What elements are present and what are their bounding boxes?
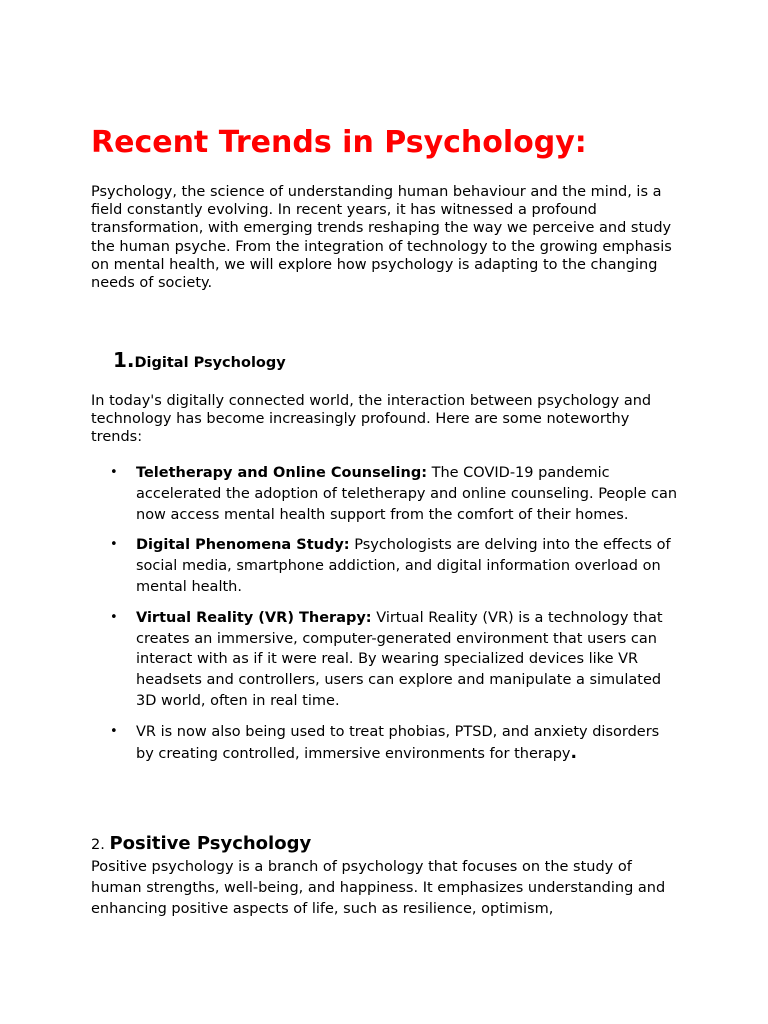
section-number: 2. (91, 837, 110, 853)
digital-trends-list (91, 463, 681, 774)
digital-intro-paragraph: In today's digitally connected world, the interaction between psychology and technology has become increasingly profound. Here are some noteworthy trends: (91, 393, 652, 446)
section-title: Digital Psychology (134, 355, 286, 371)
list-item-text: Virtual Reality (VR) is a technology that creates an immersive, computer-generated environment that users can interact with as if it were real. By wearing specialized devices like VR headsets and controllers, users can explore and manipulate a simulated 3D world, often in real time. (136, 609, 663, 709)
list-item-text: VR is now also being used to treat phobias, PTSD, and anxiety disorders by creating controlled, immersive environments for therapy (136, 723, 660, 762)
list-item (91, 608, 681, 712)
bullet-icon: • (110, 537, 118, 553)
list-item-label: Teletherapy and Online Counseling: (136, 465, 427, 481)
section-title: Positive Psychology (109, 833, 312, 854)
list-item-label: Digital Phenomena Study: (136, 537, 350, 554)
list-item (91, 722, 681, 765)
positive-psychology-paragraph: Positive psychology is a branch of psychology that focuses on the study of human strengths, well-being, and happiness. It emphasizes understanding and enhancing positive aspects of life, such as resilience, optimism, (91, 859, 666, 917)
bullet-icon: • (110, 609, 118, 625)
bullet-icon: • (110, 723, 118, 739)
intro-paragraph: Psychology, the science of understanding human behaviour and the mind, is a field constantly evolving. In recent years, it has witnessed a profound transformation, with emerging trends reshaping the way we perceive and study the human psyche. From the integration of technology to the growing emphasis on mental health, we will explore how psychology is adapting to the changing needs of society. (91, 184, 672, 292)
section-heading-positive-psychology (91, 827, 311, 855)
list-item (91, 463, 681, 525)
section-number: 1. (113, 348, 135, 372)
list-item-label: Virtual Reality (VR) Therapy: (136, 609, 372, 626)
list-item-end-mark: . (570, 742, 577, 763)
list-item-text: Psychologists are delving into the effects of social media, smartphone addiction, and digital information overload on mental health. (136, 537, 671, 595)
list-item-text: The COVID-19 pandemic accelerated the adoption of teletherapy and online counseling. People can now access mental health support from the comfort of their homes. (136, 465, 678, 523)
bullet-icon: • (110, 465, 118, 480)
section-heading-digital-psychology (113, 345, 286, 373)
list-item (91, 535, 681, 597)
page-title: Recent Trends in Psychology: (91, 125, 587, 160)
